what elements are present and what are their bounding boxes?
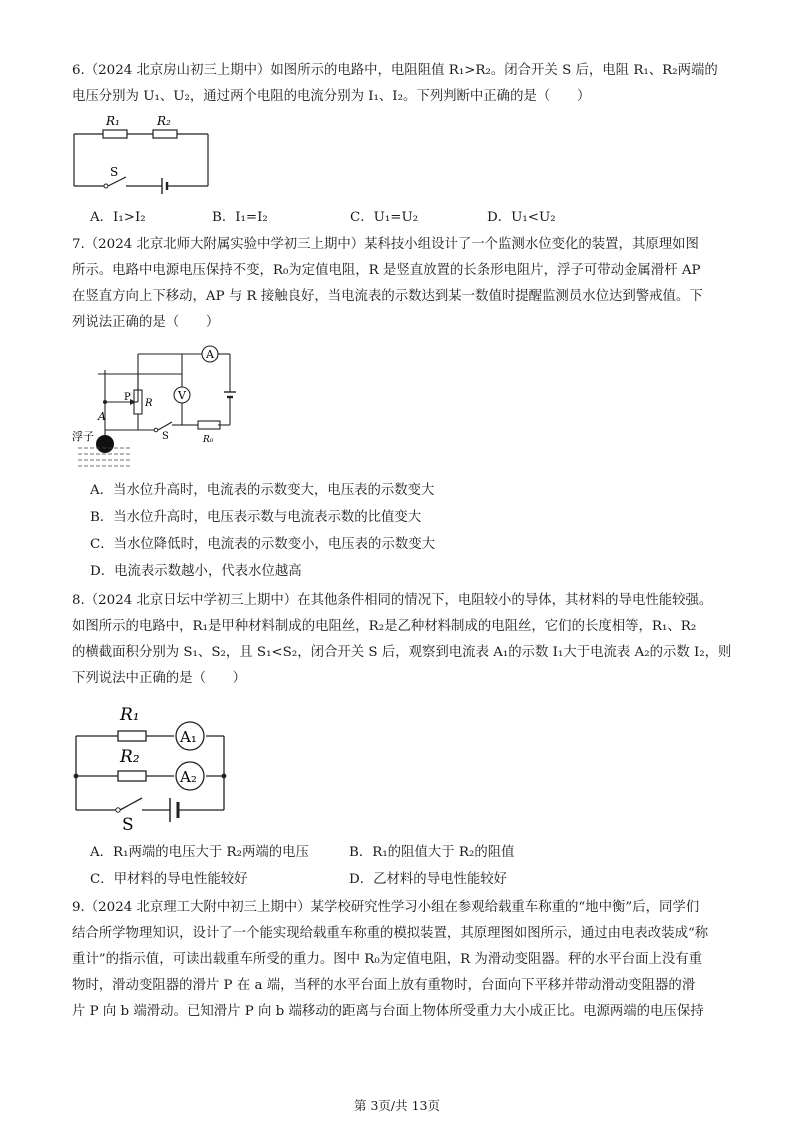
q9-stem-line-4: 物时，滑动变阻器的滑片 P 在 a 端，当秤的水平台面上放有重物时，台面向下平移并带动滑动变阻器的滑: [72, 978, 696, 993]
q7-stem-line-2: 所示。电路中电源电压保持不变，R₀为定值电阻，R 是竖直放置的长条形电阻片，浮子可带动金属滑杆 AP: [72, 263, 701, 278]
q8-option-d[interactable]: D．乙材料的导电性能较好: [349, 872, 508, 887]
q6-resistor-r1: [103, 130, 127, 138]
q8-resistor-r1: [118, 731, 146, 741]
q7-label-r: R: [145, 398, 153, 409]
q8-stem-line-4: 下列说法中正确的是（ ）: [72, 671, 247, 686]
q8-stem-line-2: 如图所示的电路中，R₁是甲种材料制成的电阻丝，R₂是乙种材料制成的电阻丝，它们的长度相等，R₁、R₂: [72, 619, 697, 634]
q6-option-c[interactable]: C．U₁=U₂: [350, 210, 419, 225]
q6-stem-line-1: 6.（2024 北京房山初三上期中）如图所示的电路中，电阻阻值 R₁>R₂。闭合开关 S 后，电阻 R₁、R₂两端的: [72, 63, 718, 78]
q7-label-a-point: A: [98, 410, 106, 423]
q8-option-a[interactable]: A．R₁两端的电压大于 R₂两端的电压: [90, 845, 309, 860]
q7-stem-line-3: 在竖直方向上下移动，AP 与 R 接触良好，当电流表的示数达到某一数值时提醒监测员水位达到警戒值。下: [72, 289, 703, 304]
q7-label-float: 浮子: [72, 430, 94, 443]
q7-option-b[interactable]: B．当水位升高时，电压表示数与电流表示数的比值变大: [90, 510, 422, 525]
q7-stem-line-4: 列说法正确的是（ ）: [72, 315, 220, 330]
q6-label-r2: R₂: [157, 114, 171, 128]
q7-option-c[interactable]: C．当水位降低时，电流表的示数变小，电压表的示数变大: [90, 537, 436, 552]
q7-label-a-meter: A: [206, 348, 214, 361]
q8-switch-s: [120, 798, 142, 810]
q7-option-d[interactable]: D．电流表示数越小，代表水位越高: [90, 564, 302, 579]
q8-label-a2: A₂: [180, 768, 197, 786]
q6-label-s: S: [110, 165, 119, 179]
q6-option-b[interactable]: B．I₁=I₂: [212, 210, 268, 225]
q9-stem-line-2: 结合所学物理知识，设计了一个能实现给载重车称重的模拟装置，其原理图如图所示，通过由电表改装成“称: [72, 926, 709, 941]
page-footer: 第 3页/共 13页: [353, 1098, 441, 1113]
q8-option-c[interactable]: C．甲材料的导电性能较好: [90, 872, 248, 887]
q8-stem-line-1: 8.（2024 北京日坛中学初三上期中）在其他条件相同的情况下，电阻较小的导体，其材料的导电性能较强。: [72, 593, 713, 608]
q9-stem-line-1: 9.（2024 北京理工大附中初三上期中）某学校研究性学习小组在参观给载重车称重的“地中衡”后，同学们: [72, 900, 700, 915]
q9-stem-line-5: 片 P 向 b 端滑动。已知滑片 P 向 b 端移动的距离与台面上物体所受重力大小成正比。电源两端的电压保持: [72, 1004, 704, 1019]
q6-option-a[interactable]: A．I₁>I₂: [90, 210, 146, 225]
q7-label-p: P: [124, 392, 131, 403]
q7-stem-line-1: 7.（2024 北京北师大附属实验中学初三上期中）某科技小组设计了一个监测水位变化的装置，其原理如图: [72, 237, 699, 252]
q6-resistor-r2: [153, 130, 177, 138]
q7-label-s: S: [162, 431, 169, 442]
q8-label-r1: R₁: [120, 705, 140, 725]
q7-switch-s: [158, 422, 172, 430]
q6-label-r1: R₁: [106, 114, 120, 128]
q7-water-level-circuit: [70, 340, 245, 470]
q6-stem-line-2: 电压分别为 U₁、U₂，通过两个电阻的电流分别为 I₁、I₂。下列判断中正确的是（ ）: [72, 89, 591, 104]
q8-label-r2: R₂: [120, 747, 140, 767]
q7-label-v-meter: V: [178, 389, 186, 402]
q8-label-a1: A₁: [180, 728, 197, 746]
q7-float-ball: [96, 435, 114, 453]
q7-option-a[interactable]: A．当水位升高时，电流表的示数变大，电压表的示数变大: [90, 483, 435, 498]
q8-resistor-r2: [118, 771, 146, 781]
q6-option-d[interactable]: D．U₁<U₂: [487, 210, 556, 225]
q8-stem-line-3: 的横截面积分别为 S₁、S₂，且 S₁<S₂，闭合开关 S 后，观察到电流表 A₁的示数 I₁大于电流表 A₂的示数 I₂，则: [72, 645, 732, 660]
q9-stem-line-3: 重计”的指示值，可读出载重车所受的重力。图中 R₀为定值电阻，R 为滑动变阻器。秤的水平台面上没有重: [72, 952, 703, 967]
q8-option-b[interactable]: B．R₁的阻值大于 R₂的阻值: [349, 845, 515, 860]
q7-resistor-r0: [198, 421, 220, 429]
q8-label-s: S: [122, 815, 134, 835]
q6-circuit-diagram: [70, 112, 215, 192]
q8-parallel-circuit: [72, 700, 232, 835]
q7-label-r0: R₀: [203, 435, 214, 445]
